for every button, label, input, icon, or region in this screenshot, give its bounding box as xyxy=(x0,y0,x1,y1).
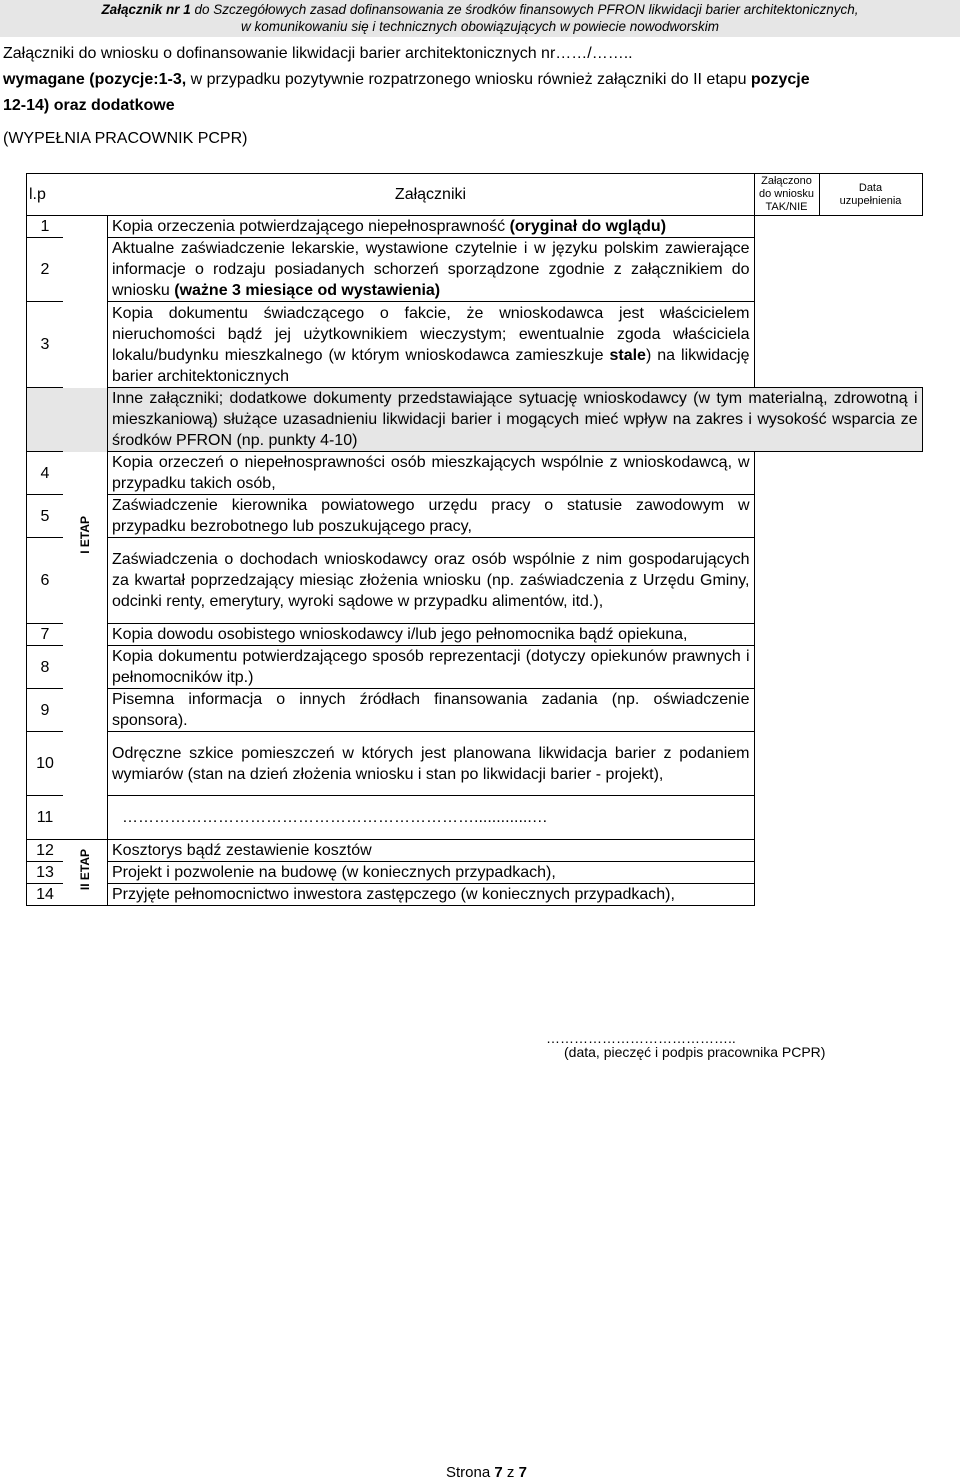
row-text: Kosztorys bądź zestawienie kosztów xyxy=(108,840,755,862)
fill-note: (WYPEŁNIA PRACOWNIK PCPR) xyxy=(3,130,248,147)
title-line-1: Załączniki do wniosku o dofinansowanie likwidacji barier architektonicznych nr……/…….. xyxy=(3,45,633,62)
date-cell xyxy=(819,538,922,624)
row-number: 7 xyxy=(27,624,64,646)
date-cell xyxy=(819,840,922,862)
header-annex-text: do Szczegółowych zasad dofinansowania ze środków finansowych PFRON likwidacji barier architektonicznych, xyxy=(190,2,859,17)
etap-cell xyxy=(63,238,108,302)
date-cell xyxy=(819,495,922,538)
attached-cell xyxy=(754,538,819,624)
row-text-bold: (oryginał do wglądu) xyxy=(509,218,667,235)
attached-cell xyxy=(754,796,819,840)
table-row xyxy=(27,495,923,538)
date-cell xyxy=(819,624,922,646)
title-line-3 xyxy=(3,93,953,119)
page-total: 7 xyxy=(518,1464,527,1481)
col-lp-header: l.p xyxy=(27,174,64,216)
date-cell xyxy=(819,302,922,388)
table-row xyxy=(27,538,923,624)
attached-cell xyxy=(754,238,819,302)
attached-cell xyxy=(754,624,819,646)
row-text: Projekt i pozwolenie na budowę (w koniecznych przypadkach), xyxy=(108,862,755,884)
col-attached-line1: Załączono xyxy=(761,175,812,187)
row-number: 14 xyxy=(27,884,64,906)
attachments-table xyxy=(26,173,923,906)
etap-1-cell xyxy=(63,452,108,624)
table-row xyxy=(27,689,923,732)
header-annex-label: Załącznik nr 1 xyxy=(101,2,191,17)
date-cell xyxy=(819,238,922,302)
row-text: ………………………………………………………….............… xyxy=(108,796,755,840)
row-number: 10 xyxy=(27,732,64,796)
row-text-normal: Kopia dokumentu świadczącego o fakcie, że wnioskodawca jest właścicielem nieruchomości bądź jej użytkownikiem wieczystym; ewentualnie zgoda właściciela lokalu/budynku mieszkalnego (w którym wnioskodawca zamieszkuje xyxy=(112,304,750,364)
table-row xyxy=(27,216,923,238)
attached-cell xyxy=(754,840,819,862)
col-date-header xyxy=(819,174,922,216)
etap-cell xyxy=(63,689,108,732)
row-number: 4 xyxy=(27,452,64,495)
etap-cell xyxy=(63,302,108,388)
page-middle: z xyxy=(502,1464,519,1481)
date-cell xyxy=(819,689,922,732)
row-number: 13 xyxy=(27,862,64,884)
row-text: Zaświadczenia o dochodach wnioskodawcy oraz osób wspólnie z nim gospodarujących za kwartał poprzedzający miesiąc złożenia wniosku (np. zaświadczenia z Urzędu Gminy, odcinki renty, emerytury, wyroki sądowe w przypadku alimentów, itd.), xyxy=(108,538,755,624)
etap-cell xyxy=(63,388,108,452)
document-header xyxy=(0,0,960,37)
date-cell xyxy=(819,862,922,884)
row-number: 12 xyxy=(27,840,64,862)
col-attachments-header: Załączniki xyxy=(108,174,755,216)
row-text: Odręczne szkice pomieszczeń w których jest planowana likwidacja barier z podaniem wymiarów (stan na dzień złożenia wniosku i stan po likwidacji barier - projekt), xyxy=(108,732,755,796)
attached-cell xyxy=(754,452,819,495)
row-number: 11 xyxy=(27,796,64,840)
table-row xyxy=(27,840,923,862)
row-number: 8 xyxy=(27,646,64,689)
attached-cell xyxy=(754,495,819,538)
table-row xyxy=(27,732,923,796)
date-cell xyxy=(819,452,922,495)
row-text-bold: (ważne 3 miesiące od wystawienia) xyxy=(174,282,441,299)
header-line-1 xyxy=(0,1,960,18)
table-row xyxy=(27,238,923,302)
row-text xyxy=(108,216,755,238)
etap-cell xyxy=(63,796,108,840)
page-number xyxy=(446,1464,527,1481)
col-attached-header xyxy=(754,174,819,216)
date-cell xyxy=(819,732,922,796)
row-number xyxy=(27,388,64,452)
row-number: 3 xyxy=(27,302,64,388)
col-attached-line3: TAK/NIE xyxy=(765,201,808,213)
date-cell xyxy=(819,884,922,906)
row-number: 9 xyxy=(27,689,64,732)
table-row xyxy=(27,796,923,840)
attached-cell xyxy=(754,862,819,884)
row-text: Kopia orzeczeń o niepełnosprawności osób mieszkających wspólnie z wnioskodawcą, w przypadku takich osób, xyxy=(108,452,755,495)
row-text: Kopia dowodu osobistego wnioskodawcy i/lub jego pełnomocnika bądź opiekuna, xyxy=(108,624,755,646)
row-text-bold: stale xyxy=(609,346,646,364)
col-etap-header xyxy=(63,174,108,216)
row-text-normal: Kopia orzeczenia potwierdzającego niepełnosprawność xyxy=(112,218,510,235)
page-prefix: Strona xyxy=(446,1464,495,1481)
col-date-line2: uzupełnienia xyxy=(839,194,902,207)
row-text xyxy=(108,238,755,302)
row-number: 2 xyxy=(27,238,64,302)
table-row xyxy=(27,862,923,884)
etap-cell xyxy=(63,216,108,238)
table-row xyxy=(27,884,923,906)
row-number: 6 xyxy=(27,538,64,624)
signature-line: ………………………………….. xyxy=(546,1030,736,1046)
title-line-3-text: 12-14) oraz dodatkowe xyxy=(3,97,175,114)
etap-2-label: II ETAP xyxy=(77,848,92,891)
etap-cell xyxy=(63,624,108,646)
title-bold-b: pozycje xyxy=(750,71,810,88)
header-line-2: w komunikowaniu się i technicznych obowiązujących w powiecie nowodworskim xyxy=(241,19,719,34)
page-current: 7 xyxy=(494,1464,503,1481)
table-header-row xyxy=(27,174,923,216)
attached-cell xyxy=(754,216,819,238)
row-text: Inne załączniki; dodatkowe dokumenty przedstawiające sytuację wnioskodawcy (w tym materialną, zdrowotną i mieszkaniową) służące uzasadnieniu likwidacji barier i mogących mieć wpływ na zakres i wysokość wsparcia ze środków PFRON (np. punkty 4-10) xyxy=(108,388,923,452)
title-normal: w przypadku pozytywnie rozpatrzonego wniosku również załączniki do II etapu xyxy=(186,71,751,88)
attached-cell xyxy=(754,732,819,796)
attached-cell xyxy=(754,302,819,388)
table-row xyxy=(27,452,923,495)
title-bold-a: wymagane (pozycje:1-3, xyxy=(3,71,187,88)
col-date-line1: Data xyxy=(858,181,883,194)
date-cell xyxy=(819,216,922,238)
row-text: Przyjęte pełnomocnictwo inwestora zastępczego (w koniecznych przypadkach), xyxy=(108,884,755,906)
attached-cell xyxy=(754,689,819,732)
page-title xyxy=(3,41,953,119)
row-text: Zaświadczenie kierownika powiatowego urzędu pracy o statusie zawodowym w przypadku bezrobotnego lub poszukującego pracy, xyxy=(108,495,755,538)
date-cell xyxy=(819,796,922,840)
table-row-other xyxy=(27,388,923,452)
etap-1-label: I ETAP xyxy=(77,515,92,554)
etap-cell xyxy=(63,646,108,689)
row-number: 5 xyxy=(27,495,64,538)
etap-cell xyxy=(63,732,108,796)
row-text-normal: Aktualne zaświadczenie lekarskie, wystawione czytelnie i w języku polskim zawierające informacje o rodzaju posiadanych schorzeń sporządzone zgodnie z załącznikiem do wniosku xyxy=(112,240,750,299)
row-text-tail: ) na likwidację barier architektonicznych xyxy=(112,346,750,385)
row-text xyxy=(108,302,755,388)
attached-cell xyxy=(754,646,819,689)
attached-cell xyxy=(754,884,819,906)
row-text: Kopia dokumentu potwierdzającego sposób reprezentacji (dotyczy opiekunów prawnych i pełnomocników itp.) xyxy=(108,646,755,689)
signature-label: (data, pieczęć i podpis pracownika PCPR) xyxy=(564,1044,826,1060)
col-attached-line2: do wniosku xyxy=(758,188,815,200)
etap-2-cell xyxy=(63,840,108,906)
row-text: Pisemna informacja o innych źródłach finansowania zadania (np. oświadczenie sponsora). xyxy=(108,689,755,732)
row-number: 1 xyxy=(27,216,64,238)
table-row xyxy=(27,302,923,388)
table-row xyxy=(27,624,923,646)
table-row xyxy=(27,646,923,689)
title-line-2 xyxy=(3,67,953,93)
date-cell xyxy=(819,646,922,689)
